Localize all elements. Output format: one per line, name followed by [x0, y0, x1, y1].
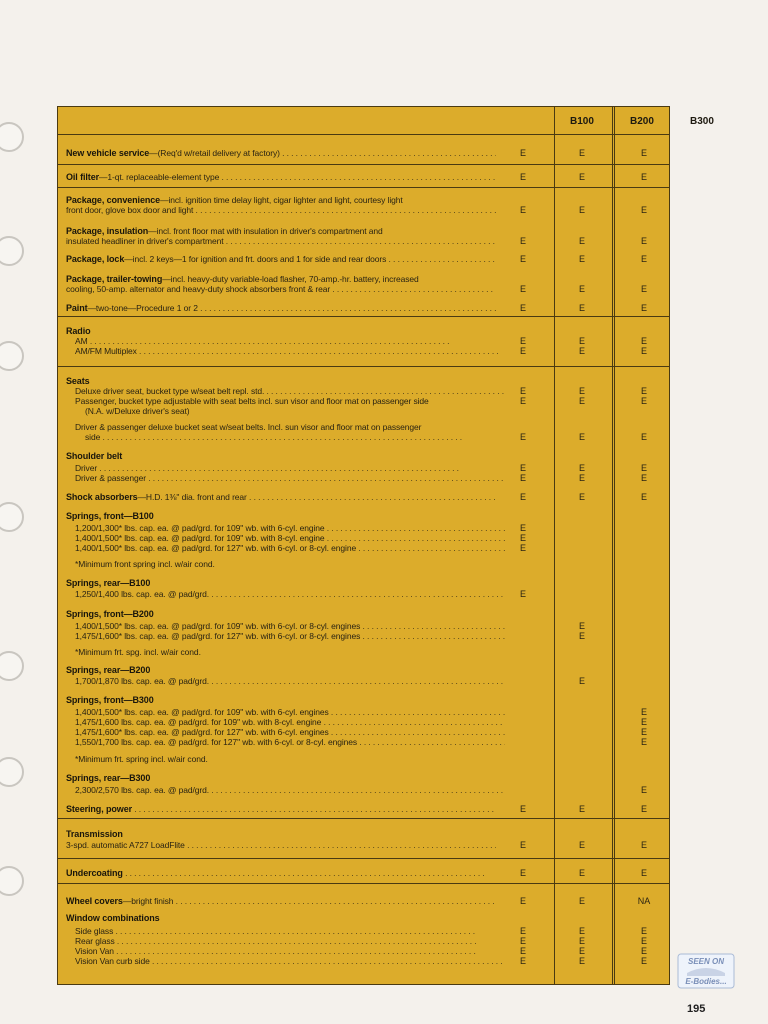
- option-line: [75, 717, 505, 727]
- option-title: Shoulder belt: [66, 451, 123, 461]
- availability-code: E: [640, 432, 647, 442]
- option-title: Springs, rear—B200: [66, 665, 151, 675]
- option-text: Deluxe driver seat, bucket type w/seat belt repl. std.: [75, 386, 265, 396]
- option-text: *Minimum frt. spg. incl. w/air cond.: [75, 647, 201, 657]
- availability-code: E: [519, 936, 526, 946]
- option-line: [75, 727, 505, 737]
- availability-code: E: [519, 956, 526, 966]
- option-text: 1,400/1,500* lbs. cap. ea. @ pad/grd. for 127" wb. with 6-cyl. or 8-cyl. engine: [75, 543, 357, 553]
- section-rule: [58, 187, 669, 188]
- option-text: Side glass: [75, 926, 114, 936]
- option-line: [75, 785, 505, 795]
- page-number: 195: [687, 1003, 706, 1015]
- option-line: [75, 621, 505, 631]
- option-line: [75, 707, 505, 717]
- header-rule: [58, 134, 669, 135]
- availability-code: E: [578, 236, 585, 246]
- availability-code: E: [640, 205, 647, 215]
- option-title: Package, convenience: [66, 195, 161, 205]
- availability-code: E: [519, 589, 526, 599]
- section-rule: [58, 818, 669, 819]
- option-line: [66, 773, 496, 783]
- option-line: [75, 926, 505, 936]
- availability-code: E: [578, 432, 585, 442]
- availability-code: E: [578, 254, 585, 264]
- option-text: 1,400/1,500* lbs. cap. ea. @ pad/grd. for 109" wb. with 6-cyl. engines: [75, 707, 329, 717]
- option-title: Wheel covers: [66, 896, 123, 906]
- option-title: Springs, front—B300: [66, 695, 154, 705]
- availability-code: E: [640, 727, 647, 737]
- option-text: 2,300/2,570 lbs. cap. ea. @ pad/grd.: [75, 785, 210, 795]
- availability-code: E: [640, 346, 647, 356]
- option-title: Springs, front—B100: [66, 511, 154, 521]
- availability-code: NA: [637, 896, 651, 906]
- option-text: side: [85, 432, 101, 442]
- availability-code: E: [519, 148, 526, 158]
- availability-code: E: [578, 868, 585, 878]
- option-title: Transmission: [66, 829, 123, 839]
- availability-code: E: [640, 284, 647, 294]
- option-title: Springs, rear—B300: [66, 773, 151, 783]
- option-title: Radio: [66, 326, 91, 336]
- availability-code: E: [578, 346, 585, 356]
- availability-code: E: [519, 254, 526, 264]
- option-title: New vehicle service: [66, 148, 150, 158]
- binder-hole: [0, 236, 24, 266]
- option-text: 1,400/1,500* lbs. cap. ea. @ pad/grd. for 109" wb. with 6-cyl. or 8-cyl. engines: [75, 621, 361, 631]
- availability-code: E: [578, 386, 585, 396]
- option-line: [75, 647, 505, 657]
- option-line: [75, 422, 505, 432]
- availability-code: E: [519, 840, 526, 850]
- availability-code: E: [640, 336, 647, 346]
- option-title: Window combinations: [66, 913, 160, 923]
- option-line: [75, 936, 505, 946]
- option-line: [66, 695, 496, 705]
- option-text: 1,550/1,700 lbs. cap. ea. @ pad/grd. for 127" wb. with 6-cyl. or 8-cyl. engines: [75, 737, 358, 747]
- availability-code: E: [640, 868, 647, 878]
- availability-code: E: [578, 492, 585, 502]
- option-line: [75, 386, 505, 396]
- option-line: [75, 346, 505, 356]
- option-text: 1,700/1,870 lbs. cap. ea. @ pad/grd.: [75, 676, 210, 686]
- seen-on-e-bodies-badge: [677, 953, 735, 989]
- option-title: Steering, power: [66, 804, 133, 814]
- availability-code: E: [519, 463, 526, 473]
- option-text: —(Req'd w/retail delivery at factory): [149, 148, 280, 158]
- option-line: [66, 609, 496, 619]
- option-line: [66, 284, 496, 294]
- option-line: [75, 754, 505, 764]
- option-text: cooling, 50-amp. alternator and heavy-duty shock absorbers front & rear: [66, 284, 331, 294]
- option-line: [75, 956, 505, 966]
- option-text: —bright finish: [122, 896, 174, 906]
- availability-code: E: [519, 172, 526, 182]
- availability-code: E: [640, 172, 647, 182]
- availability-code: E: [640, 936, 647, 946]
- option-line: [66, 913, 496, 923]
- availability-code: E: [640, 386, 647, 396]
- option-text: —incl. 2 keys—1 for ignition and frt. doors and 1 for side and rear doors: [124, 254, 387, 264]
- option-text: Driver: [75, 463, 98, 473]
- column-divider: [554, 107, 555, 984]
- option-text: Vision Van: [75, 946, 114, 956]
- availability-code: E: [640, 396, 647, 406]
- column-header-b200: B200: [630, 116, 654, 127]
- availability-code: E: [640, 840, 647, 850]
- availability-code: E: [640, 804, 647, 814]
- option-line: [66, 195, 496, 205]
- option-text: —incl. heavy-duty variable-load flasher, 70-amp.-hr. battery, increased: [162, 274, 419, 284]
- option-line: [75, 631, 505, 641]
- availability-code: E: [519, 396, 526, 406]
- option-text: insulated headliner in driver's compartment: [66, 236, 224, 246]
- option-title: Package, trailer-towing: [66, 274, 163, 284]
- section-rule: [58, 883, 669, 884]
- availability-code: E: [519, 804, 526, 814]
- option-line: [66, 148, 496, 158]
- option-line: [75, 336, 505, 346]
- option-line: [66, 326, 496, 336]
- binder-hole: [0, 341, 24, 371]
- option-title: Shock absorbers: [66, 492, 138, 502]
- option-text: 1,400/1,500* lbs. cap. ea. @ pad/grd. for 109" wb. with 8-cyl. engine: [75, 533, 325, 543]
- option-line: [66, 226, 496, 236]
- availability-code: E: [578, 148, 585, 158]
- section-rule: [58, 366, 669, 367]
- availability-code: E: [519, 533, 526, 543]
- availability-code: E: [519, 543, 526, 553]
- column-divider: [614, 107, 615, 984]
- option-text: front door, glove box door and light: [66, 205, 194, 215]
- option-line: [75, 432, 515, 442]
- option-line: [66, 896, 496, 906]
- badge-bottom-text: E-Bodies...: [685, 977, 727, 986]
- option-line: [75, 676, 505, 686]
- availability-code: E: [578, 631, 585, 641]
- availability-code: E: [519, 926, 526, 936]
- availability-code: E: [578, 840, 585, 850]
- availability-code: E: [640, 236, 647, 246]
- option-line: [66, 236, 496, 246]
- binder-hole: [0, 502, 24, 532]
- option-line: [75, 559, 505, 569]
- availability-code: E: [578, 956, 585, 966]
- option-text: 1,475/1,600* lbs. cap. ea. @ pad/grd. for 127" wb. with 6-cyl. or 8-cyl. engines: [75, 631, 361, 641]
- availability-code: E: [519, 284, 526, 294]
- availability-code: E: [519, 896, 526, 906]
- availability-code: E: [519, 946, 526, 956]
- availability-code: E: [578, 676, 585, 686]
- availability-code: E: [519, 336, 526, 346]
- option-line: [66, 578, 496, 588]
- option-text: *Minimum front spring incl. w/air cond.: [75, 559, 215, 569]
- section-rule: [58, 858, 669, 859]
- option-text: —incl. front floor mat with insulation in driver's compartment and: [148, 226, 383, 236]
- availability-code: E: [519, 492, 526, 502]
- binder-hole: [0, 122, 24, 152]
- option-line: [66, 205, 496, 215]
- availability-code: E: [640, 717, 647, 727]
- option-text: (N.A. w/Deluxe driver's seat): [85, 406, 190, 416]
- binder-hole: [0, 757, 24, 787]
- option-title: Springs, front—B200: [66, 609, 154, 619]
- option-line: [66, 665, 496, 675]
- option-text: Passenger, bucket type adjustable with seat belts incl. sun visor and floor mat on passenger side: [75, 396, 429, 406]
- availability-code: E: [640, 303, 647, 313]
- availability-code: E: [578, 303, 585, 313]
- availability-code: E: [640, 785, 647, 795]
- availability-code: E: [519, 303, 526, 313]
- option-line: [75, 589, 505, 599]
- option-line: [66, 172, 496, 182]
- availability-code: E: [640, 946, 647, 956]
- availability-code: E: [519, 868, 526, 878]
- option-title: Oil filter: [66, 172, 100, 182]
- option-text: 1,475/1,600* lbs. cap. ea. @ pad/grd. for 127" wb. with 6-cyl. engines: [75, 727, 329, 737]
- option-text: —incl. ignition time delay light, cigar lighter and light, courtesy light: [160, 195, 403, 205]
- option-title: Seats: [66, 376, 90, 386]
- availability-code: E: [578, 172, 585, 182]
- column-header-b100: B100: [570, 116, 594, 127]
- section-rule: [58, 316, 669, 317]
- availability-code: E: [578, 936, 585, 946]
- section-rule: [58, 164, 669, 165]
- option-line: [75, 406, 515, 416]
- availability-code: E: [640, 473, 647, 483]
- availability-code: E: [519, 205, 526, 215]
- option-title: Package, insulation: [66, 226, 149, 236]
- availability-code: E: [578, 463, 585, 473]
- option-title: Springs, rear—B100: [66, 578, 151, 588]
- option-line: [66, 868, 496, 878]
- option-line: [75, 463, 505, 473]
- option-line: [66, 451, 496, 461]
- availability-code: E: [640, 463, 647, 473]
- option-title: Package, lock: [66, 254, 125, 264]
- binder-hole: [0, 866, 24, 896]
- availability-code: E: [519, 432, 526, 442]
- option-line: [75, 396, 505, 406]
- availability-code: E: [640, 926, 647, 936]
- option-line: [75, 543, 505, 553]
- option-text: AM: [75, 336, 88, 346]
- option-title: Undercoating: [66, 868, 123, 878]
- badge-top-text: SEEN ON: [687, 957, 725, 966]
- option-text: 1,250/1,400 lbs. cap. ea. @ pad/grd.: [75, 589, 210, 599]
- option-line: [66, 303, 496, 313]
- option-line: [75, 737, 505, 747]
- availability-code: E: [578, 946, 585, 956]
- availability-code: E: [519, 236, 526, 246]
- availability-code: E: [640, 707, 647, 717]
- option-text: 3-spd. automatic A727 LoadFlite: [66, 840, 185, 850]
- option-text: —1-qt. replaceable-element type: [99, 172, 220, 182]
- option-line: [75, 523, 505, 533]
- option-text: 1,475/1,600 lbs. cap. ea. @ pad/grd. for 109" wb. with 8-cyl. engine: [75, 717, 322, 727]
- availability-code: E: [578, 926, 585, 936]
- availability-code: E: [519, 386, 526, 396]
- availability-code: E: [640, 492, 647, 502]
- option-line: [66, 492, 496, 502]
- availability-code: E: [578, 396, 585, 406]
- option-title: Paint: [66, 303, 88, 313]
- option-text: *Minimum frt. spring incl. w/air cond.: [75, 754, 208, 764]
- option-line: [75, 473, 505, 483]
- option-line: [75, 946, 505, 956]
- option-line: [75, 533, 505, 543]
- option-text: Driver & passenger deluxe bucket seat w/seat belts. Incl. sun visor and floor mat on passenger: [75, 422, 422, 432]
- option-line: [66, 254, 496, 264]
- availability-code: E: [640, 737, 647, 747]
- availability-code: E: [578, 896, 585, 906]
- option-line: [66, 376, 496, 386]
- option-line: [66, 804, 496, 814]
- availability-code: E: [519, 473, 526, 483]
- availability-code: E: [640, 254, 647, 264]
- option-text: AM/FM Multiplex: [75, 346, 137, 356]
- option-text: Rear glass: [75, 936, 115, 946]
- option-text: —two-tone—Procedure 1 or 2: [87, 303, 198, 313]
- availability-code: E: [578, 336, 585, 346]
- option-text: 1,200/1,300* lbs. cap. ea. @ pad/grd. for 109" wb. with 6-cyl. engine: [75, 523, 325, 533]
- availability-code: E: [578, 284, 585, 294]
- availability-code: E: [578, 205, 585, 215]
- option-line: [66, 829, 496, 839]
- column-divider: [612, 107, 613, 984]
- option-line: [66, 840, 496, 850]
- availability-code: E: [640, 956, 647, 966]
- availability-code: E: [640, 148, 647, 158]
- option-line: [66, 511, 496, 521]
- option-text: Vision Van curb side: [75, 956, 150, 966]
- availability-code: E: [519, 346, 526, 356]
- availability-code: E: [578, 804, 585, 814]
- option-line: [66, 274, 496, 284]
- option-text: —H.D. 1⅜" dia. front and rear: [137, 492, 247, 502]
- availability-code: E: [578, 473, 585, 483]
- availability-code: E: [578, 621, 585, 631]
- column-header-b300: B300: [690, 116, 714, 127]
- option-text: Driver & passenger: [75, 473, 146, 483]
- availability-code: E: [519, 523, 526, 533]
- binder-hole: [0, 651, 24, 681]
